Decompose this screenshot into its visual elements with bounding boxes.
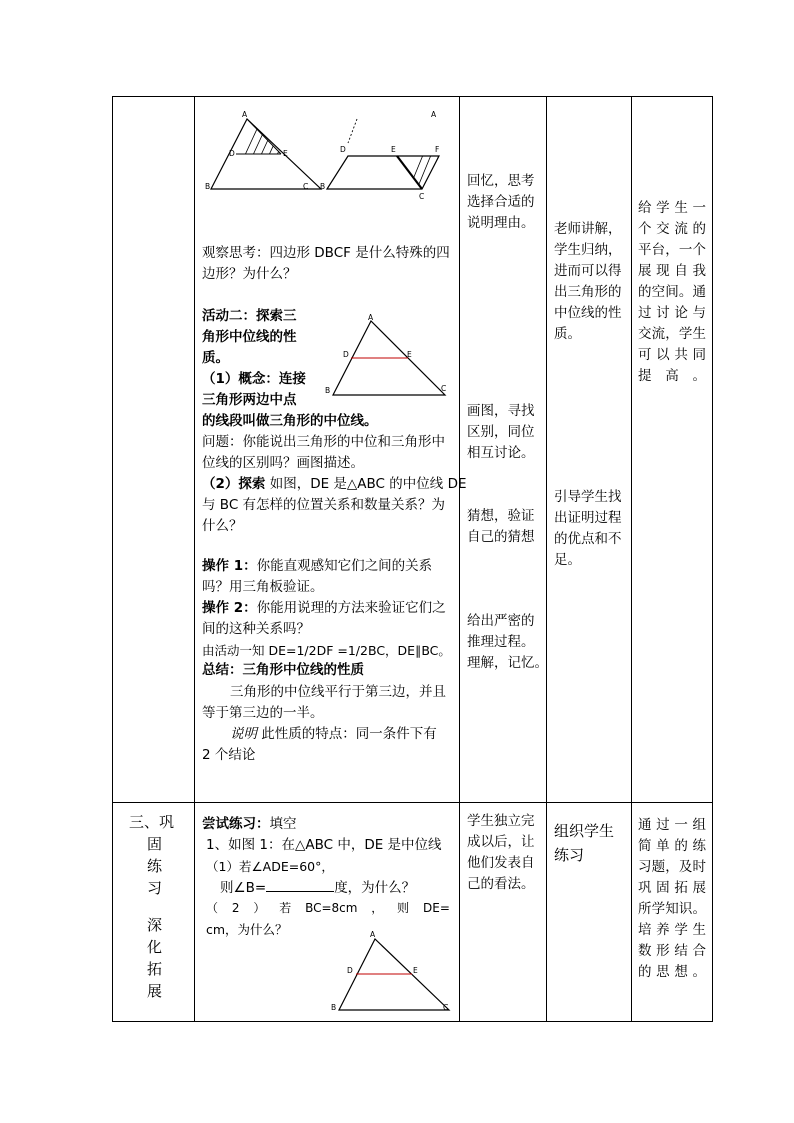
student-text: 自己的猜想 [467, 529, 535, 545]
student-text: 成以后，让 [467, 834, 535, 850]
concept-line-3: 的线段叫做三角形的中位线。 [202, 413, 378, 429]
question-line-1: 问题：你能说出三角形的中位和三角形中 [202, 434, 445, 450]
activity-two-line-1: 活动二：探索三 [202, 308, 297, 324]
intent-text: 给学生一 个交流的 平台，一个 展现自我 的空间。通 过讨论与 交流，学生 可以共同 提高。 [638, 200, 706, 384]
label-c: C [419, 192, 425, 201]
note-label: 说明 [230, 726, 257, 742]
label-a: A [242, 110, 248, 119]
concept-line-2: 三角形两边中点 [202, 392, 297, 408]
from-activity-one: 由活动一知 DE=1/2DF =1/2BC，DE∥BC。 [202, 643, 451, 658]
question-two-end: cm，为什么？ [206, 922, 288, 937]
observe-line-1: 观察思考：四边形 DBCF 是什么特殊的四 [202, 245, 450, 261]
explore-line-2: 与 BC 有怎样的位置关系和数量关系？为 [202, 497, 446, 513]
label-c: C [303, 182, 309, 191]
teacher-activity-cell [547, 97, 632, 803]
teacher-activity-cell [547, 803, 632, 1022]
student-text: 学生独立完 [467, 813, 535, 829]
operation-one-line-2: 吗？用三角板验证。 [202, 579, 324, 595]
q1b-suffix: 度，为什么？ [334, 880, 416, 896]
student-text: 选择合适的 [467, 194, 535, 210]
student-text: 区别，同位 [467, 424, 535, 440]
triangle-figure-shaded [205, 109, 315, 194]
label-a: A [431, 110, 437, 119]
teacher-text: 引导学生找 [554, 489, 622, 505]
midline-triangle-figure [323, 313, 463, 401]
label-b: B [205, 182, 211, 191]
property-line-1: 三角形的中位线平行于第三边，并且 [230, 684, 446, 700]
section-title-line: 习 [147, 879, 163, 897]
summary-heading: 总结：三角形中位线的性质 [202, 662, 364, 678]
design-intent-cell [632, 803, 713, 1022]
student-text: 己的看法。 [467, 876, 535, 892]
operation-two-line-1 [202, 598, 446, 619]
teacher-text: 足。 [554, 552, 581, 568]
label-c: C [441, 384, 447, 393]
property-line-2: 等于第三边的一半。 [202, 705, 324, 721]
teacher-text: 出证明过程 [554, 510, 622, 526]
section-title-line: 练 [147, 857, 163, 875]
student-activity-cell [460, 97, 547, 803]
try-text: 填空 [269, 816, 297, 832]
label-d: D [347, 966, 353, 975]
explore-line-1 [202, 474, 467, 495]
section-cell [113, 803, 195, 1022]
label-e: E [391, 145, 396, 154]
lesson-plan-table [112, 96, 713, 1022]
q1b-prefix: 则∠B= [220, 880, 267, 896]
label-b: B [331, 1003, 337, 1012]
activity-two-line-3: 质。 [202, 350, 229, 366]
question-line-2: 位线的区别吗？画图描述。 [202, 455, 364, 471]
student-text: 理解，记忆。 [467, 655, 548, 671]
content-cell [195, 97, 467, 803]
student-text: 他们发表自 [467, 855, 535, 871]
exercise-triangle-figure [327, 930, 457, 1015]
table-row [113, 97, 713, 803]
section-title-line: 三、巩 [129, 813, 175, 831]
explore-line-3: 什么？ [202, 518, 243, 534]
concept-line-1: （1）概念：连接 [202, 371, 306, 387]
section-title-line: 固 [147, 835, 163, 853]
label-c: C [443, 1003, 449, 1012]
teacher-text: 组织学生 [554, 822, 615, 840]
operation-two-line-2: 间的这种关系吗？ [202, 621, 310, 637]
section-title-line: 拓 [147, 960, 163, 978]
operation-one-line-1 [202, 556, 432, 577]
activity-two-line-2: 角形中位线的性 [202, 329, 297, 345]
label-b: B [325, 386, 331, 395]
try-practice-line [202, 814, 297, 835]
label-d: D [340, 145, 346, 154]
label-e: E [413, 966, 418, 975]
operation-one-label: 操作 1： [202, 558, 257, 574]
content-cell [195, 803, 460, 1022]
question-one: 1、如图 1：在△ABC 中，DE 是中位线 [206, 837, 442, 853]
note-line-1 [230, 724, 437, 745]
label-a: A [370, 930, 376, 939]
label-b: B [320, 182, 326, 191]
teacher-text: 中位线的性 [554, 305, 622, 321]
label-d: D [343, 350, 349, 359]
operation-two-label: 操作 2： [202, 600, 257, 616]
question-one-b [220, 877, 415, 899]
teacher-text: 练习 [554, 846, 585, 864]
student-text: 推理过程。 [467, 634, 535, 650]
question-one-a: （1）若∠ADE=60°， [206, 859, 334, 874]
section-title-line: 深 [147, 916, 163, 934]
teacher-text: 出三角形的 [554, 284, 622, 300]
try-label: 尝试练习： [202, 816, 270, 832]
section-title-line: 展 [147, 982, 163, 1000]
label-d: D [229, 149, 235, 158]
intent-text: 通过一组 简单的练 习题，及时 巩固拓展 所学知识。 培养学生 数形结合 的思想。 [638, 817, 706, 980]
student-text: 给出严密的 [467, 613, 535, 629]
label-e: E [283, 149, 288, 158]
student-text: 相互讨论。 [467, 445, 535, 461]
table-row [113, 803, 713, 1022]
student-text: 回忆，思考 [467, 173, 535, 189]
label-f: F [435, 145, 440, 154]
teacher-text: 学生归纳， [554, 242, 622, 258]
teacher-text: 进而可以得 [554, 263, 622, 279]
operation-one-text: 你能直观感知它们之间的关系 [256, 558, 433, 574]
teacher-text: 质。 [554, 326, 581, 342]
student-text: 猜想，验证 [467, 508, 535, 524]
label-e: E [407, 350, 412, 359]
answer-blank [266, 877, 334, 892]
teacher-text: 老师讲解， [554, 221, 622, 237]
student-text: 画图，寻找 [467, 403, 535, 419]
operation-two-text: 你能用说理的方法来验证它们之 [256, 600, 446, 616]
explore-label: （2）探索 [202, 476, 266, 492]
student-text: 说明理由。 [467, 215, 535, 231]
explore-text: 如图，DE 是△ABC 的中位线 DE [265, 476, 467, 492]
observe-line-2: 边形？为什么？ [202, 266, 297, 282]
student-activity-cell [460, 803, 547, 1022]
parallelogram-figure [319, 103, 454, 201]
section-title-line: 化 [147, 938, 163, 956]
design-intent-cell [632, 97, 713, 803]
note-text: 此性质的特点：同一条件下有 [257, 726, 437, 742]
question-two: （ 2 ） 若 BC=8cm ， 则 DE= [206, 901, 450, 915]
section-cell [113, 97, 195, 803]
note-line-2: 2 个结论 [202, 747, 256, 763]
teacher-text: 的优点和不 [554, 531, 622, 547]
label-a: A [368, 313, 374, 322]
